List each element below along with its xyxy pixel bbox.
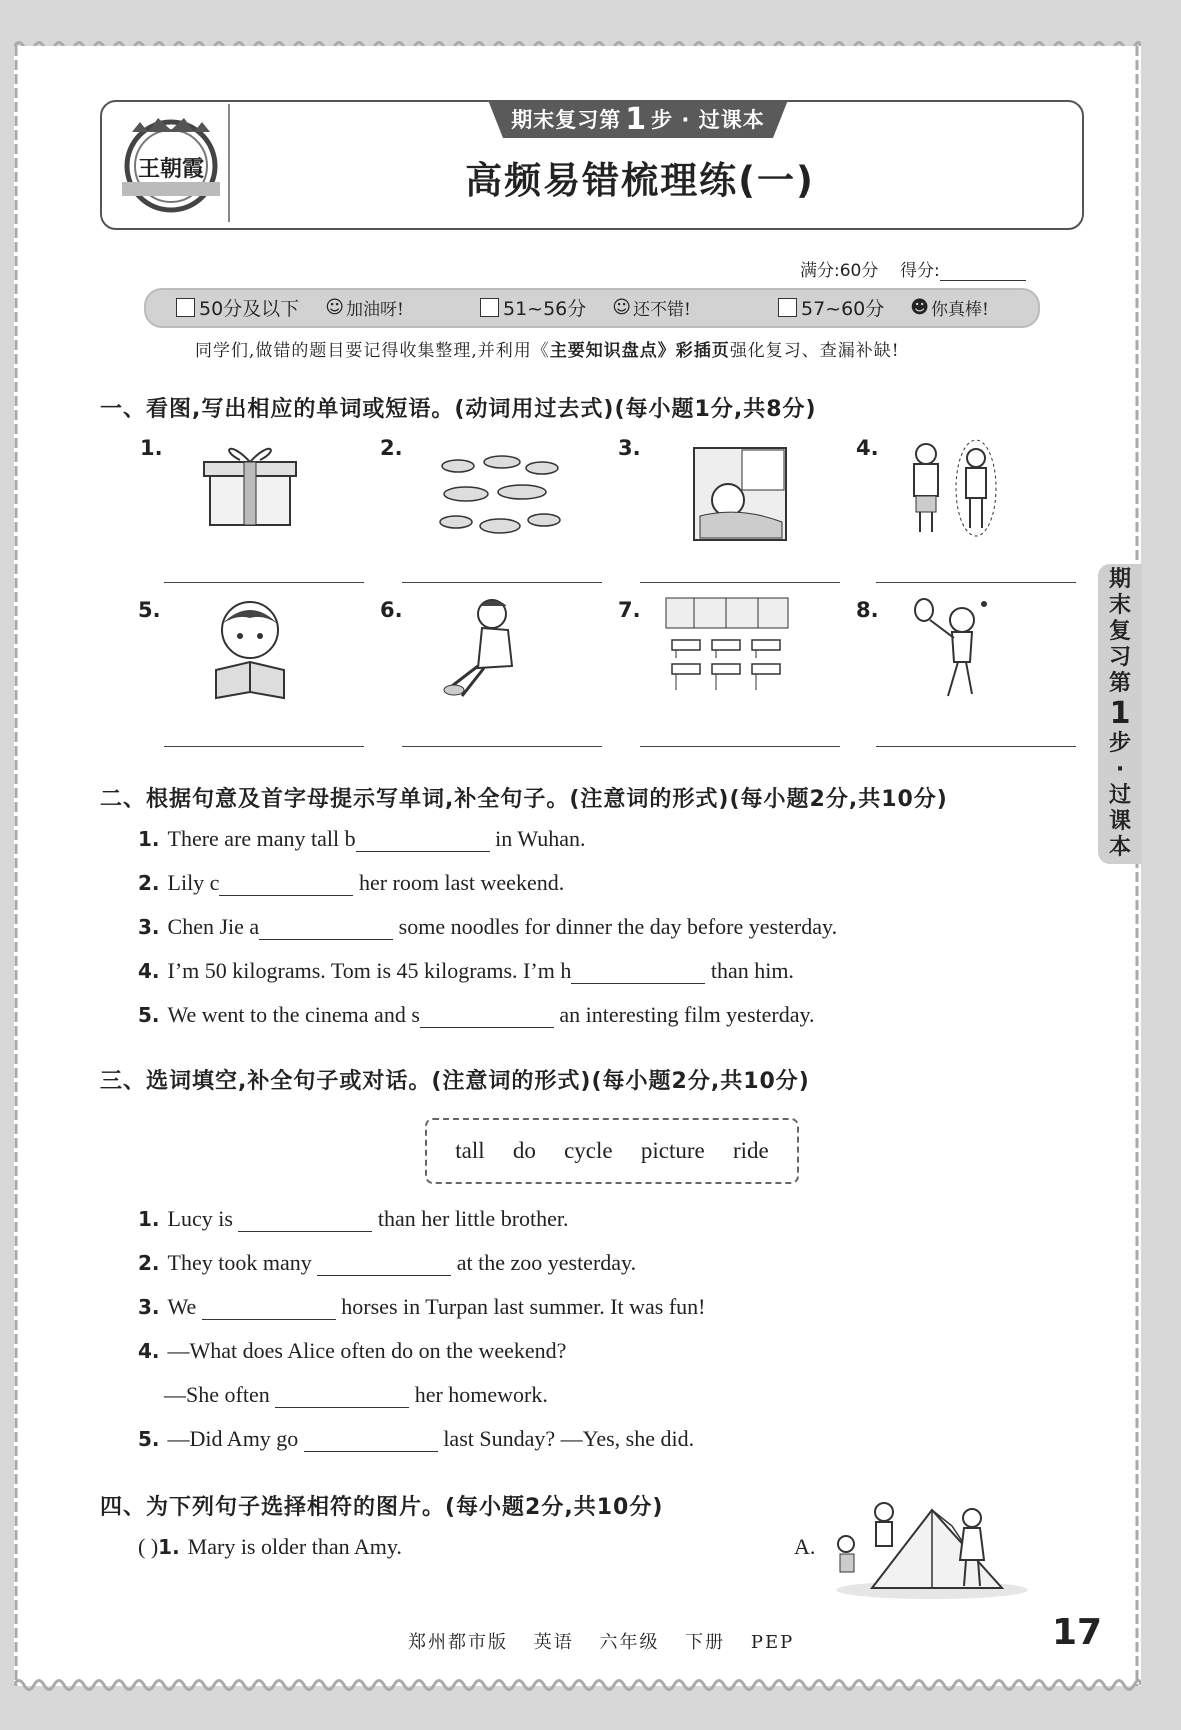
page-border-left (4, 46, 22, 1686)
word-option: do (512, 1138, 536, 1163)
fill-blank[interactable] (317, 1253, 451, 1276)
clouds-picture (438, 450, 562, 542)
grade-checkbox[interactable] (480, 298, 499, 317)
side-tab-step-number: 1 (1109, 696, 1131, 731)
question-number: 5. (138, 1003, 160, 1027)
question-post: in Wuhan. (495, 826, 586, 851)
tent-camping-picture (832, 1496, 1032, 1600)
playing-badminton-picture (910, 596, 994, 702)
picture-number: 2. (380, 436, 403, 460)
page-title: 高频易错梳理练(一) (465, 159, 815, 202)
answer-line[interactable] (402, 746, 602, 747)
fill-blank[interactable] (420, 1005, 554, 1028)
cheer-face-icon: ☺ (325, 297, 344, 318)
option-a-label: A. (794, 1534, 816, 1559)
question-line (138, 1534, 402, 1560)
question-number: 2. (138, 871, 160, 895)
question-number: 4. (138, 959, 160, 983)
page-number: 17 (1052, 1612, 1103, 1653)
footer-edition: 郑州都市版 英语 六年级 下册 PEP (408, 1632, 795, 1653)
picture-number: 7. (618, 598, 641, 622)
note-bold: 主要知识盘点》彩插页 (549, 341, 730, 361)
answer-line[interactable] (876, 582, 1076, 583)
answer-line[interactable] (164, 582, 364, 583)
question-post: than her little brother. (377, 1206, 569, 1231)
question-line (138, 870, 564, 896)
question-number: 1. (158, 1535, 180, 1559)
word-option: picture (640, 1138, 705, 1163)
question-line (138, 914, 837, 940)
question-pre: —Did Amy go (167, 1426, 299, 1451)
answer-line[interactable] (876, 746, 1076, 747)
section-1-title: 一、看图,写出相应的单词或短语。(动词用过去式)(每小题1分,共8分) (100, 397, 817, 422)
study-note (195, 336, 900, 361)
page-border-right (1131, 46, 1149, 1686)
side-tab-char: 末 (1108, 593, 1131, 618)
question-line (138, 826, 586, 852)
picture-number: 8. (856, 598, 879, 622)
question-number: 1. (138, 827, 160, 851)
question-line (138, 1250, 636, 1276)
section-2-title: 二、根据句意及首字母提示写单词,补全句子。(注意词的形式)(每小题2分,共10分) (100, 787, 948, 812)
fill-blank[interactable] (356, 829, 490, 852)
question-pre: We went to the cinema and s (167, 1002, 420, 1027)
question-post: her homework. (414, 1382, 548, 1407)
question-text: Mary is older than Amy. (187, 1534, 402, 1559)
boy-sitting-picture (438, 596, 522, 700)
question-line (138, 1206, 569, 1232)
answer-parentheses[interactable]: ( ) (138, 1534, 159, 1559)
side-tab-char: · (1115, 757, 1125, 782)
question-pre: They took many (167, 1250, 312, 1275)
side-tab-char: 过 (1108, 783, 1131, 808)
score-blank[interactable] (940, 262, 1026, 281)
classroom-desks-picture (664, 596, 790, 694)
grade-checkbox[interactable] (176, 298, 195, 317)
answer-line[interactable] (640, 746, 840, 747)
section-3-title: 三、选词填空,补全句子或对话。(注意词的形式)(每小题2分,共10分) (100, 1069, 810, 1094)
question-post: some noodles for dinner the day before yesterday. (398, 914, 838, 939)
word-option: tall (455, 1138, 485, 1163)
question-post: her room last weekend. (358, 870, 565, 895)
question-number: 3. (138, 915, 160, 939)
page-border-bottom (14, 1676, 1141, 1694)
grade-range: 51~56分 (503, 298, 587, 320)
word-bank (425, 1118, 799, 1184)
word-option: ride (732, 1138, 769, 1163)
grade-item-high (778, 294, 989, 321)
grade-cheer: 加油呀! (345, 300, 404, 320)
side-tab-char: 第 (1108, 671, 1131, 696)
word-option: cycle (564, 1138, 613, 1163)
question-pre: —What does Alice often do on the weekend? (167, 1338, 567, 1363)
question-line (138, 1002, 815, 1028)
fill-blank[interactable] (304, 1429, 438, 1452)
question-pre: Lily c (167, 870, 220, 895)
section-4-title: 四、为下列句子选择相符的图片。(每小题2分,共10分) (100, 1495, 664, 1520)
note-pre: 同学们,做错的题目要记得收集整理,并利用《 (195, 341, 550, 361)
question-number: 5. (138, 1427, 160, 1451)
fill-blank[interactable] (238, 1209, 372, 1232)
gift-box-picture (200, 440, 300, 530)
banner-post: 步 · 过课本 (651, 108, 765, 132)
question-number: 4. (138, 1339, 160, 1363)
question-number: 2. (138, 1251, 160, 1275)
question-line (138, 1294, 706, 1320)
grade-item-low (176, 294, 404, 321)
picture-number: 3. (618, 436, 641, 460)
full-score-label: 满分:60分 (800, 261, 879, 281)
question-post: an interesting film yesterday. (559, 1002, 815, 1027)
banner-pre: 期末复习第 (511, 108, 622, 132)
question-line (138, 958, 794, 984)
side-tab-char: 期 (1108, 567, 1131, 592)
boy-reading-picture (208, 596, 292, 702)
fill-blank[interactable] (259, 917, 393, 940)
side-tab-char: 复 (1108, 619, 1131, 644)
grade-checkbox[interactable] (778, 298, 797, 317)
question-line (138, 1426, 694, 1452)
smile-face-icon: ☺ (612, 297, 632, 318)
grade-range: 57~60分 (801, 298, 885, 320)
picture-number: 4. (856, 436, 879, 460)
question-pre: I’m 50 kilograms. Tom is 45 kilograms. I’m h (167, 958, 572, 983)
picture-number: 5. (138, 598, 161, 622)
fill-blank[interactable] (219, 873, 353, 896)
side-tab-char: 本 (1108, 835, 1131, 860)
question-number: 1. (138, 1207, 160, 1231)
question-post: than him. (710, 958, 794, 983)
logo-divider (228, 104, 230, 222)
sleeping-boy-picture (692, 446, 788, 542)
answer-line[interactable] (640, 582, 840, 583)
side-tab-char: 步 (1108, 731, 1131, 756)
question-pre: Chen Jie a (167, 914, 260, 939)
banner-step-number: 1 (625, 101, 648, 137)
grade-cheer: 还不错! (633, 300, 691, 320)
two-boys-height-picture (900, 436, 1008, 540)
question-post: horses in Turpan last summer. It was fun! (341, 1294, 706, 1319)
question-post: last Sunday? —Yes, she did. (443, 1426, 695, 1451)
grade-range: 50分及以下 (199, 298, 300, 320)
score-label: 得分: (899, 261, 940, 281)
brand-logo (112, 104, 230, 222)
picture-number: 1. (140, 436, 163, 460)
side-tab-char: 习 (1108, 645, 1131, 670)
answer-line[interactable] (402, 582, 602, 583)
side-tab (1098, 564, 1142, 864)
answer-line[interactable] (164, 746, 364, 747)
banner-text (488, 100, 788, 138)
side-tab-char: 课 (1108, 809, 1131, 834)
question-line (164, 1382, 548, 1408)
question-post: at the zoo yesterday. (456, 1250, 637, 1275)
star-face-icon: ☻ (910, 297, 930, 318)
fill-blank[interactable] (275, 1385, 409, 1408)
question-number: 3. (138, 1295, 160, 1319)
question-pre: Lucy is (167, 1206, 233, 1231)
score-line (800, 256, 1026, 281)
grade-cheer: 你真棒! (931, 300, 989, 320)
fill-blank[interactable] (202, 1297, 336, 1320)
question-pre: There are many tall b (167, 826, 356, 851)
question-pre: We (167, 1294, 197, 1319)
fill-blank[interactable] (571, 961, 705, 984)
question-pre: —She often (164, 1382, 270, 1407)
question-line (138, 1338, 566, 1364)
picture-number: 6. (380, 598, 403, 622)
grade-item-mid (480, 294, 691, 321)
note-post: 强化复习、查漏补缺! (729, 341, 900, 361)
logo-text: 王朝霞 (137, 156, 205, 182)
